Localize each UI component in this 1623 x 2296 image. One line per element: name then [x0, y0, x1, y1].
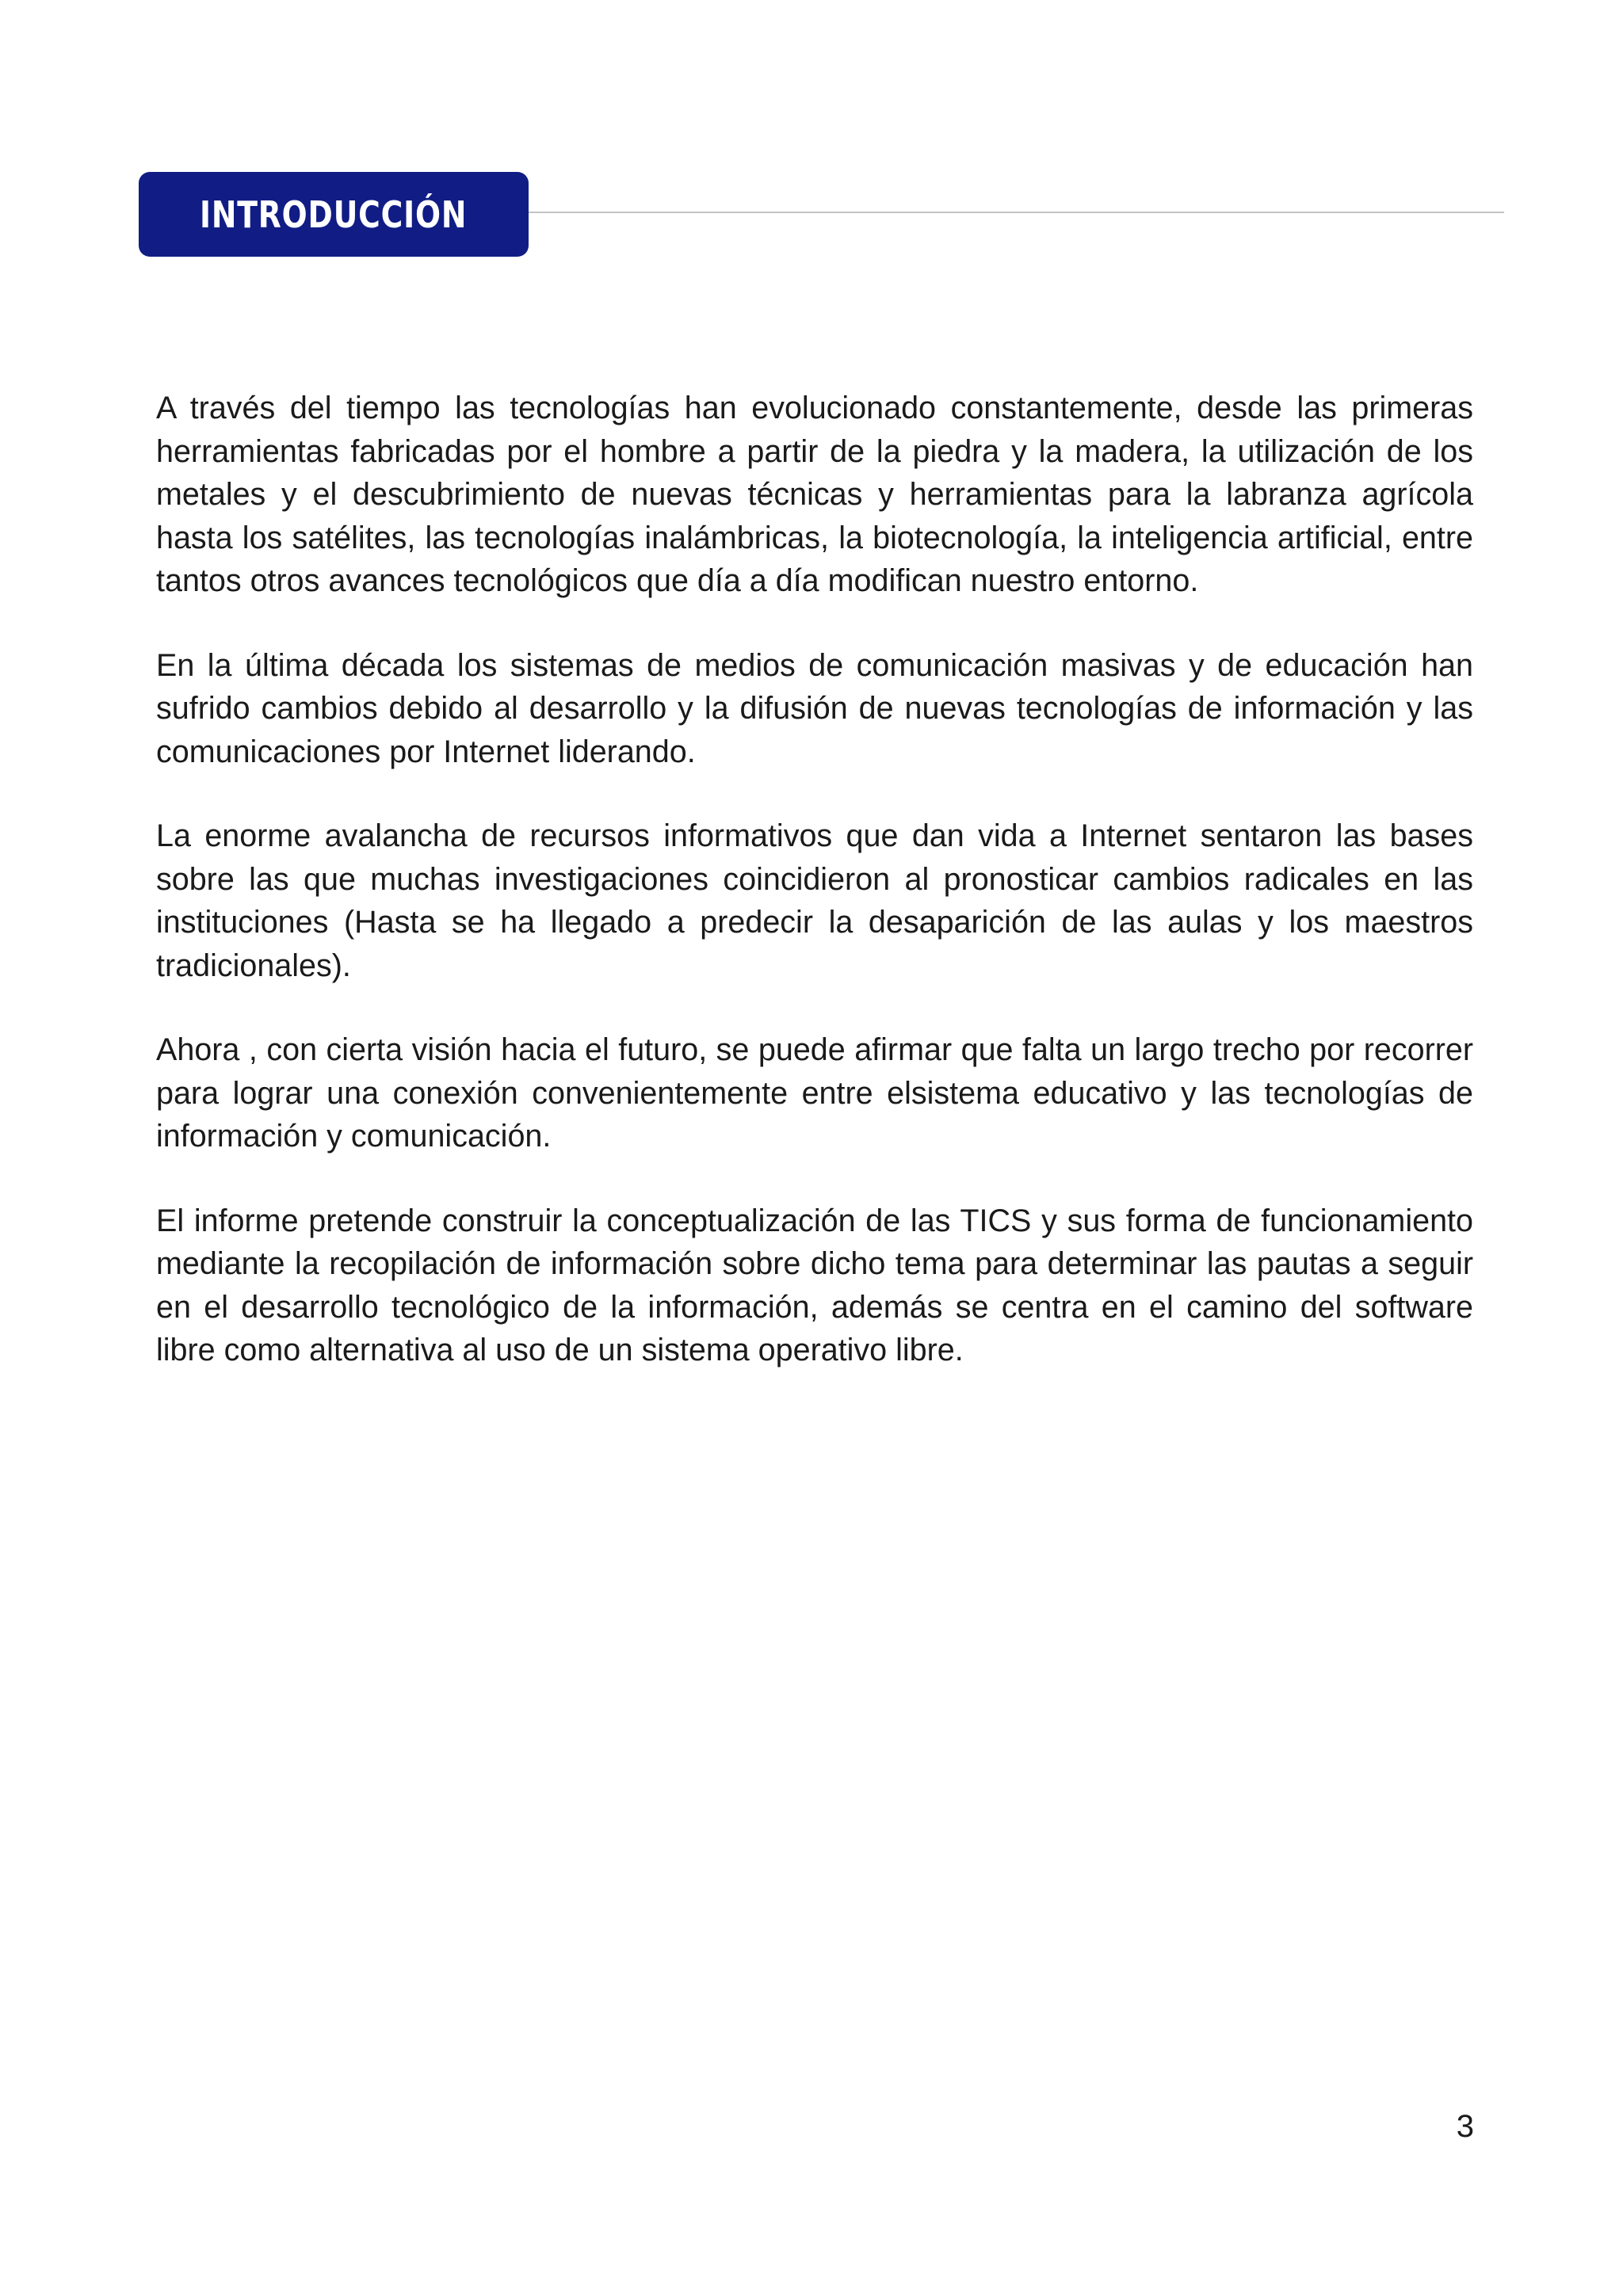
header-divider [523, 212, 1504, 213]
paragraph-2: En la última década los sistemas de medios de comunicación masivas y de educación han sufrido cambios debido al desarrollo y la difusión de nuevas tecnologías de información y las comunicaciones por Internet liderando. [156, 647, 1473, 769]
paragraph-1: A través del tiempo las tecnologías han evolucionado constantemente, desde las primeras herramientas fabricadas por el hombre a partir de la piedra y la madera, la utilización de los metales y el descubrimiento de nuevas técnicas y herramientas para la labranza agrícola hasta los satélites, las tecnologías inalámbricas, la biotecnología, la inteligencia artificial, entre tantos otros avances tecnológicos que día a día modifican nuestro entorno. [156, 391, 1473, 598]
body-text [156, 387, 1473, 1413]
paragraph-4: Ahora , con cierta visión hacia el futuro, se puede afirmar que falta un largo trecho por recorrer para lograr una conexión convenientemente entre elsistema educativo y las tecnologías de información y comunicación. [156, 1032, 1473, 1154]
paragraph-5: El informe pretende construir la conceptualización de las TICS y sus forma de funcionamiento mediante la recopilación de información sobre dicho tema para determinar las pautas a seguir en el desarrollo tecnológico de la información, además se centra en el camino del software libre como alternativa al uso de un sistema operativo libre. [156, 1203, 1473, 1367]
page-number: 3 [1456, 2109, 1474, 2144]
section-title-tab [139, 172, 529, 257]
section-title: INTRODUCCIÓN [200, 193, 468, 236]
paragraph-3: La enorme avalancha de recursos informativos que dan vida a Internet sentaron las bases sobre las que muchas investigaciones coincidieron al pronosticar cambios radicales en las instituciones (Hasta se ha llegado a predecir la desaparición de las aulas y los maestros tradicionales). [156, 818, 1473, 983]
